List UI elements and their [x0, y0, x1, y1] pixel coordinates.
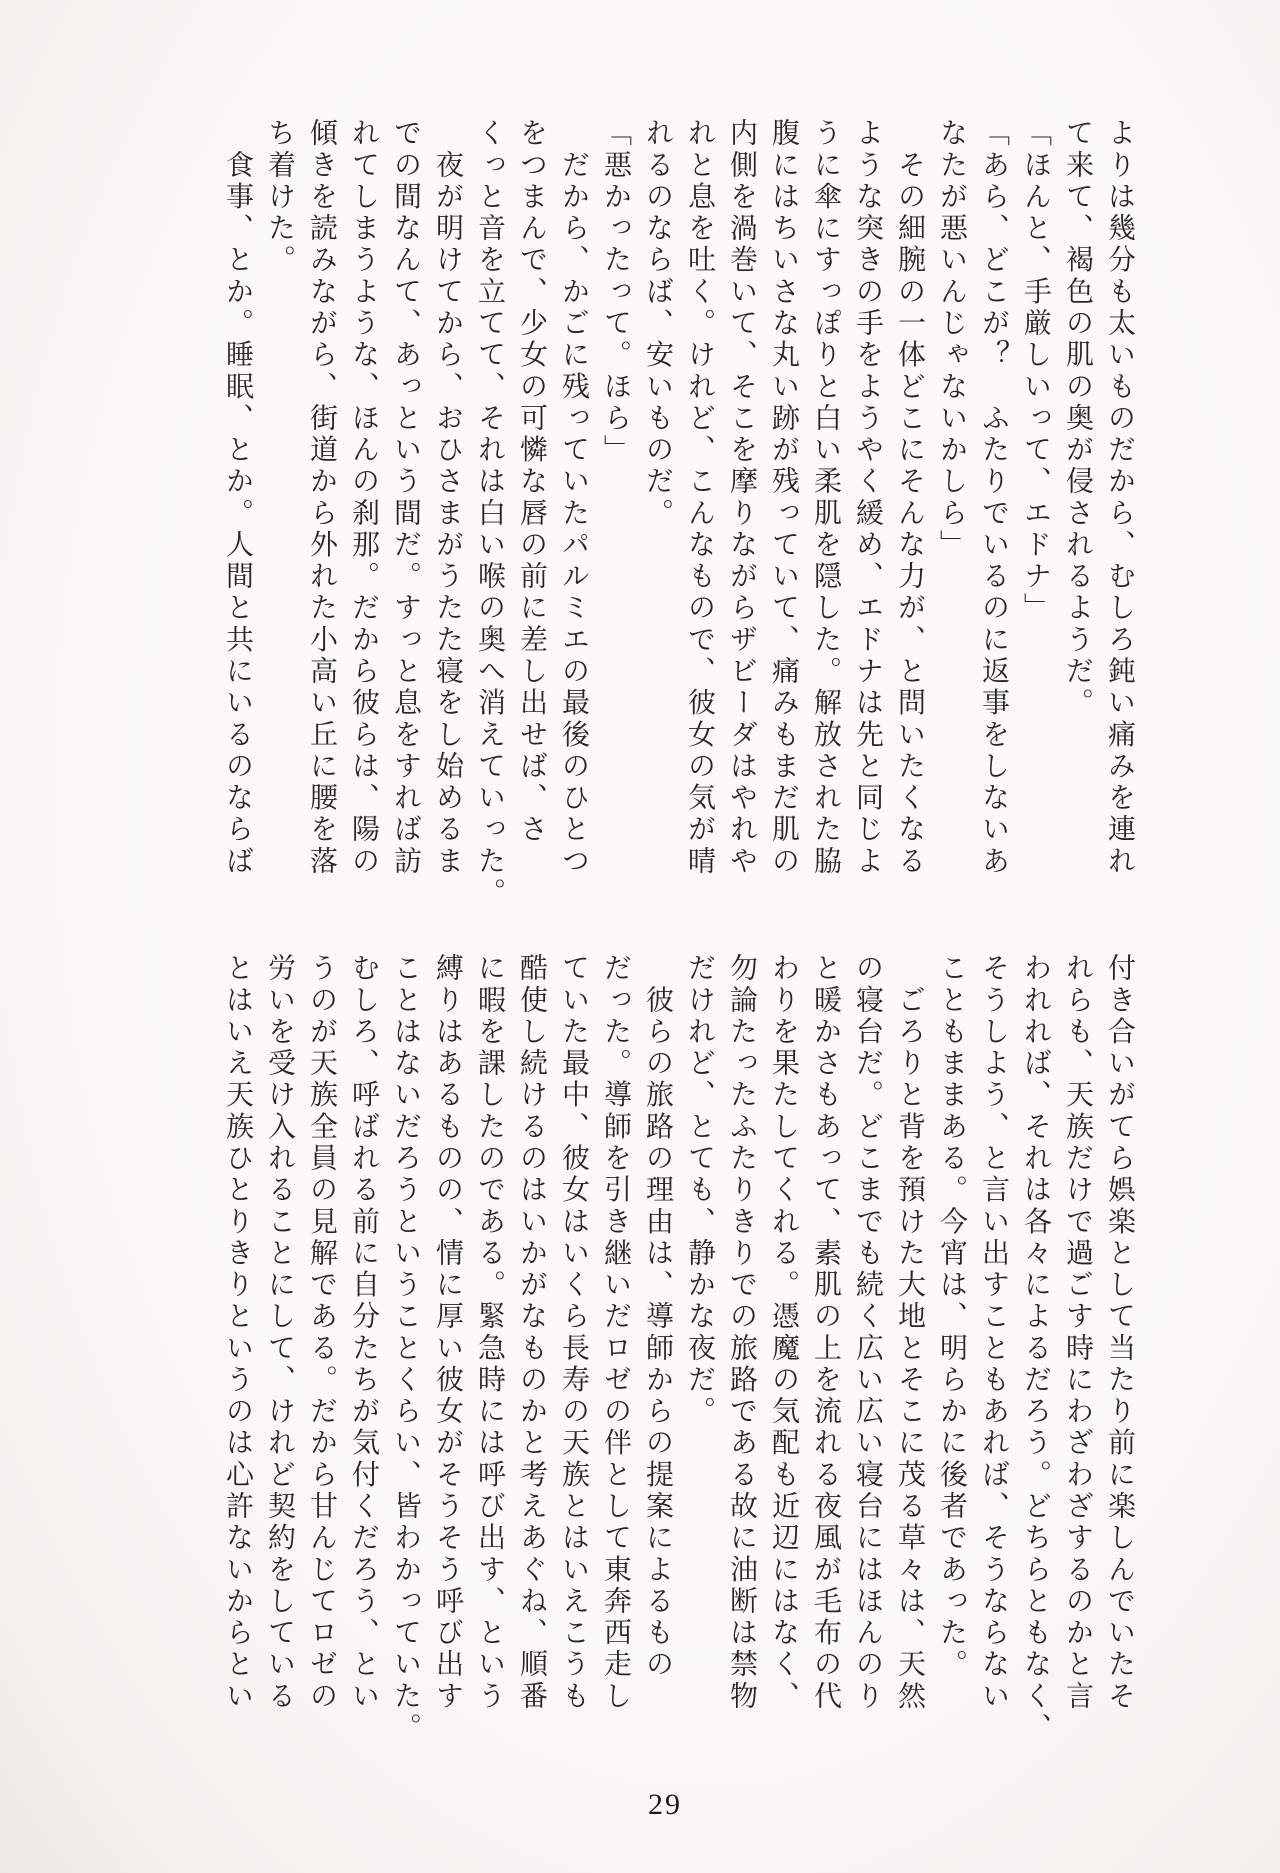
- text-column: 傾きを読みながら、街道から外れた小高い丘に腰を落: [306, 118, 337, 878]
- text-column: うに傘にすっぽりと白い柔肌を隠した。解放された脇: [810, 118, 841, 878]
- text-column: だった。導師を引き継いだロゼの伴として東奔西走し: [600, 953, 631, 1713]
- text-column: 「悪かったって。ほら」: [600, 118, 631, 467]
- text-column: 腹にはちいさな丸い跡が残っていて、痛みもまだ肌の: [768, 118, 799, 878]
- text-column: ち着けた。: [264, 118, 295, 277]
- text-column: 付き合いがてら娯楽として当たり前に楽しんでいたそ: [1104, 953, 1135, 1713]
- text-column: て来て、褐色の肌の奥が侵されるようだ。: [1062, 118, 1093, 720]
- text-column: 食事、とか。睡眠、とか。人間と共にいるのならば: [222, 118, 253, 878]
- text-column: ごろりと背を預けた大地とそこに茂る草々は、天然: [894, 953, 925, 1713]
- text-column: そうしよう、と言い出すこともあれば、そうならない: [978, 953, 1009, 1713]
- text-column: とはいえ天族ひとりきりというのは心許ないからとい: [222, 953, 253, 1713]
- text-column: その細腕の一体どこにそんな力が、と問いたくなる: [894, 118, 925, 878]
- lower-text-block: [216, 953, 1140, 1748]
- text-column: れと息を吐く。けれど、こんなもので、彼女の気が晴: [684, 118, 715, 878]
- text-column: 労いを受け入れることにして、けれど契約をしている: [264, 953, 295, 1713]
- text-column: 夜が明けてから、おひさまがうたた寝をし始めるま: [432, 118, 463, 878]
- text-column: だから、かごに残っていたパルミエの最後のひとつ: [558, 118, 589, 878]
- text-column: だけれど、とても、静かな夜だ。: [684, 953, 715, 1428]
- page-number: 29: [648, 1788, 682, 1821]
- text-column: 彼らの旅路の理由は、導師からの提案によるもの: [642, 953, 673, 1681]
- text-column: ような突きの手をようやく緩め、エドナは先と同じよ: [852, 118, 883, 878]
- text-column: の寝台だ。どこまでも続く広い広い寝台にはほんのり: [852, 953, 883, 1713]
- text-column: こともままある。今宵は、明らかに後者であった。: [936, 953, 967, 1681]
- text-column: ていた最中、彼女はいくら長寿の天族とはいえこうも: [558, 953, 589, 1713]
- text-column: なたが悪いんじゃないかしら」: [936, 118, 967, 561]
- text-column: と暖かさもあって、素肌の上を流れる夜風が毛布の代: [810, 953, 841, 1713]
- text-column: ことはないだろうということくらい、皆わかっていた。: [390, 953, 421, 1744]
- text-column: に暇を課したのである。緊急時には呼び出す、という: [474, 953, 505, 1713]
- text-column: 「あら、どこが？ ふたりでいるのに返事をしないあ: [978, 118, 1009, 878]
- text-column: 「ほんと、手厳しいって、エドナ」: [1020, 118, 1051, 625]
- text-column: よりは幾分も太いものだから、むしろ鈍い痛みを連れ: [1104, 118, 1135, 878]
- text-column: れらも、天族だけで過ごす時にわざわざするのかと言: [1062, 953, 1093, 1713]
- text-column: わりを果たしてくれる。憑魔の気配も近辺にはなく、: [768, 953, 799, 1713]
- text-column: われれば、それは各々によるだろう。どちらともなく、: [1020, 953, 1051, 1744]
- text-column: むしろ、呼ばれる前に自分たちが気付くだろう、とい: [348, 953, 379, 1713]
- text-column: れるのならば、安いものだ。: [642, 118, 673, 530]
- text-column: 酷使し続けるのはいかがなものかと考えあぐね、順番: [516, 953, 547, 1713]
- upper-text-block: [216, 118, 1140, 913]
- text-column: 勿論たったふたりきりでの旅路である故に油断は禁物: [726, 953, 757, 1713]
- text-column: での間なんて、あっという間だ。すっと息をすれば訪: [390, 118, 421, 878]
- text-column: れてしまうような、ほんの刹那。だから彼らは、陽の: [348, 118, 379, 878]
- text-column: をつまんで、少女の可憐な唇の前に差し出せば、さ: [516, 118, 547, 846]
- text-column: 縛りはあるものの、情に厚い彼女がそうそう呼び出す: [432, 953, 463, 1713]
- text-column: くっと音を立てて、それは白い喉の奥へ消えていった。: [474, 118, 505, 910]
- text-column: うのが天族全員の見解である。だから甘んじてロゼの: [306, 953, 337, 1713]
- text-column: 内側を渦巻いて、そこを摩りながらザビーダはやれや: [726, 118, 757, 878]
